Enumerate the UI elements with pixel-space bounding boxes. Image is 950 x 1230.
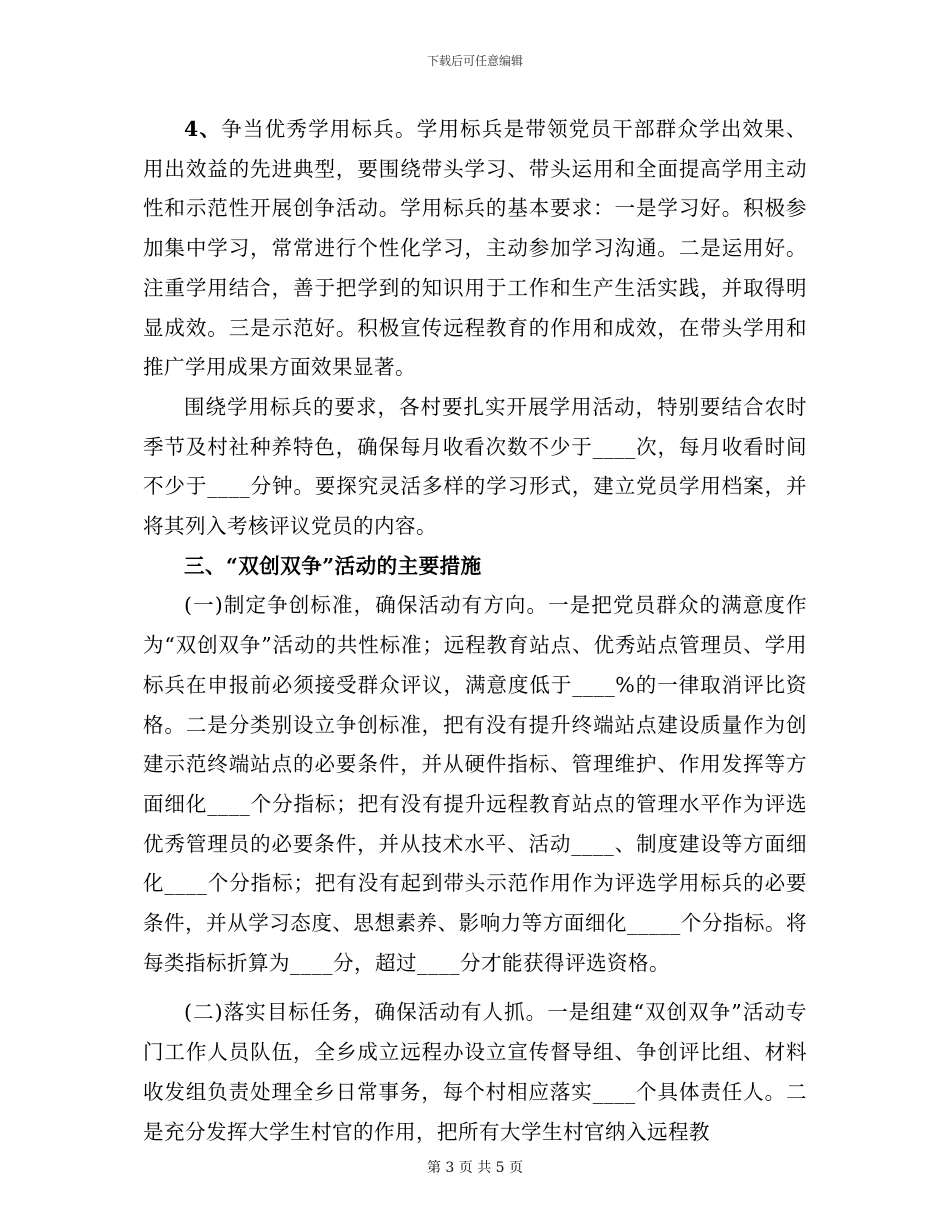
page-number: 第 3 页 共 5 页 xyxy=(426,1160,524,1176)
section-heading: 三、“双创双争”活动的主要措施 xyxy=(184,553,482,578)
paragraph-standards: (一)制定争创标准，确保活动有方向。一是把党员群众的满意度作为“双创双争”活动的共性标准；远程教育站点、优秀站点管理员、学用标兵在申报前必须接受群众评议，满意度低于____%的一律取消评比资格。二是分类别设立争创标准，把有没有提升终端站点建设质量作为创建示范终端站点的必要条件，并从硬件指标、管理维护、作用发挥等方面细化____个分指标；把有没有提升远程教育站点的管理水平作为评选优秀管理员的必要条件，并从技术水平、活动____、制度建设等方面细化____个分指标；把有没有起到带头示范作用作为评选学用标兵的必要条件，并从学习态度、思想素养、影响力等方面细化_____个分指标。将每类指标折算为____分，超过____分才能获得评选资格。 xyxy=(143,593,807,975)
paragraph-number: 4、 xyxy=(184,117,222,141)
paragraph-model-learner xyxy=(143,110,807,388)
document-body xyxy=(143,110,807,1152)
page-header: 下载后可任意编辑 xyxy=(426,54,523,68)
paragraph-targets: (二)落实目标任务，确保活动有人抓。一是组建“双创双争”活动专门工作人员队伍，全乡成立远程办设立宣传督导组、争创评比组、材料收发组负责处理全乡日常事务，每个村相应落实____个具体责任人。二是充分发挥大学生村官的作用，把所有大学生村官纳入远程教 xyxy=(143,1000,807,1144)
paragraph-learning-activities: 围绕学用标兵的要求，各村要扎实开展学用活动，特别要结合农时季节及村社种养特色，确保每月收看次数不少于____次，每月收看时间不少于____分钟。要探究灵活多样的学习形式，建立党员学用档案，并将其列入考核评议党员的内容。 xyxy=(143,394,807,539)
paragraph-text: 争当优秀学用标兵。学用标兵是带领党员干部群众学出效果、用出效益的先进典型，要围绕带头学习、带头运用和全面提高学用主动性和示范性开展创争活动。学用标兵的基本要求：一是学习好。积极参加集中学习，常常进行个性化学习，主动参加学习沟通。二是运用好。注重学用结合，善于把学到的知识用于工作和生产生活实践，并取得明显成效。三是示范好。积极宣传远程教育的作用和成效，在带头学用和推广学用成果方面效果显著。 xyxy=(143,117,808,380)
